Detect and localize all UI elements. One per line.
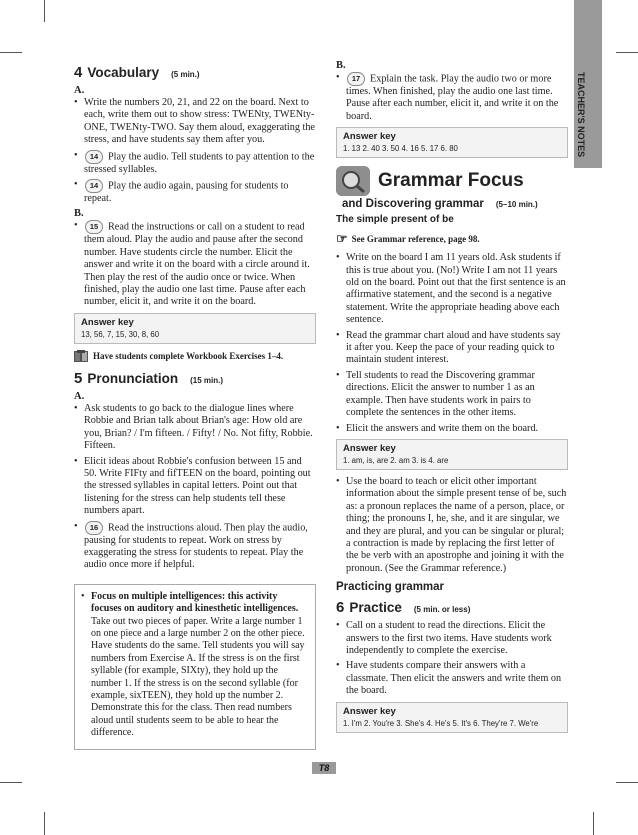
pron-a-bullet-3: • 16 Read the instructions aloud. Then play the audio, pausing for students to repeat. Work on stress by exaggerating the stress for students to repeat. Play the audio once more if helpful. [74, 521, 316, 572]
practice-bullet-1: • Call on a student to read the directions. Elicit the answers to the first two items. Have students work independently to complete the exercise. [336, 620, 568, 657]
audio-track-icon: 16 [85, 521, 103, 535]
crop-mark [593, 812, 594, 835]
vocab-a-bullet-1: • Write the numbers 20, 21, and 22 on the board. Next to each, write them out to show stress: TWENty, TWENty-ONE, TWENty-TWO. Say them aloud, exaggerating the stress, and have students say them after you. [74, 97, 316, 147]
practice-heading: 6 Practice (5 min. or less) [336, 599, 471, 617]
pron-a-bullet-1: • Ask students to go back to the dialogue lines where Robbie and Brian talk about Brian's age: How old are you, Brian? / I'm fifteen. / Fifty! / No. Not fifty, Robbie. Fifteen. [74, 403, 316, 453]
left-column [74, 58, 316, 750]
audio-track-icon: 15 [85, 220, 103, 234]
grammar-reference-note: ☞ See Grammar reference, page 98. [336, 231, 480, 247]
page-number: T8 [312, 762, 336, 774]
vocab-a-bullet-3: • 14 Play the audio again, pausing for students to repeat. [74, 179, 316, 205]
multiple-intelligences-box [74, 584, 316, 750]
discovering-grammar-subtitle: and Discovering grammar (5–10 min.) [342, 198, 538, 211]
pron-a-bullet-2: • Elicit ideas about Robbie's confusion between 15 and 50. Write FIFty and fifTEEN on the board, pointing out the stressed syllables in capital letters. Point out that listening for the stress can help students tell these numbers apart. [74, 456, 316, 518]
grammar-bullet-5: • Use the board to teach or elicit other important information about the simple present tense of be, such as: a pronoun replaces the name of a person, place, or thing; the pronouns I, he, she, and it are singular, we and they are plural, and you can be singular or plural; a contraction is made by replacing the first letter of the be verb with an apostrophe and joining it with the pronoun. (See the Grammar reference.) [336, 476, 568, 575]
crop-mark [616, 52, 638, 53]
vocab-b-bullet-1: • 15 Read the instructions or call on a student to read them aloud. Play the audio and pause after the second number. Have students circle the number. Elicit the answer and write it on the board with a circle around it. Then play the rest of the audio once or twice. When finished, play the audio one last time. Pause after each number, elicit it, and write it on the board. [74, 220, 316, 308]
vocab-a-bullet-2: • 14 Play the audio. Tell students to pay attention to the stressed syllables. [74, 150, 316, 176]
grammar-bullet-4: • Elicit the answers and write them on the board. [336, 423, 568, 435]
crop-mark [0, 782, 22, 783]
pron-part-b-label: B. [336, 60, 346, 71]
sidebar-label: TEACHER'S NOTES [576, 72, 586, 158]
right-column [336, 58, 568, 739]
pronunciation-heading: 5 Pronunciation (15 min.) [74, 369, 223, 387]
pron-part-a-label: A. [74, 390, 85, 402]
practicing-grammar-heading: Practicing grammar [336, 581, 445, 594]
crop-mark [44, 812, 45, 835]
grammar-focus-heading [336, 166, 568, 196]
page [64, 48, 584, 768]
crop-mark [44, 0, 45, 22]
grammar-bullet-1: • Write on the board I am 11 years old. Ask students if this is true about you. (No!) Write I am not 11 years old on the board. Point out that the first sentence is an affirmative statement, and the second is a negative statement. Write the appropriate heading above each sentence. [336, 252, 568, 326]
crop-mark [616, 782, 638, 783]
crop-mark [0, 52, 22, 53]
workbook-note: Have students complete Workbook Exercises 1–4. [74, 350, 316, 362]
focus-bullet: • Focus on multiple intelligences: this activity focuses on auditory and kinesthetic intelligences. Take out two pieces of paper. Write a large number 1 on one piece and a large number 2 on the other piece. Have students do the same. Tell students you will say numbers from Exercise A. If the stress is on the first syllable (for example, SIXty), they hold up the number 1. If the stress is on the second syllable (for example, sixTEEN), they hold up the number 2. Demonstrate this for the class. Then read numbers aloud until students seem to be able to hear the difference. [81, 591, 309, 740]
answer-key-box: Answer key 13, 56, 7, 15, 30, 8, 60 [74, 313, 316, 344]
pron-b-bullet-1: • 17 Explain the task. Play the audio two or more times. When finished, play the audio one last time. Pause after each number, elicit it, and write it on the board. [336, 72, 568, 123]
vocab-part-a-label: A. [74, 85, 85, 96]
answer-key-box: Answer key 1. 13 2. 40 3. 50 4. 16 5. 17 6. 80 [336, 127, 568, 158]
audio-track-icon: 14 [85, 150, 103, 164]
answer-key-box: Answer key 1. I'm 2. You're 3. She's 4. He's 5. It's 6. They're 7. We're [336, 702, 568, 733]
vocabulary-heading: 4 Vocabulary (5 min.) [74, 64, 200, 81]
magnifier-icon [336, 166, 370, 196]
pointing-hand-icon: ☞ [336, 231, 348, 247]
grammar-focus-title: Grammar Focus [378, 170, 524, 192]
audio-track-icon: 17 [347, 72, 365, 86]
audio-track-icon: 14 [85, 179, 103, 193]
practice-bullet-2: • Have students compare their answers with a classmate. Then elicit the answers and write them on the board. [336, 660, 568, 697]
grammar-bullet-2: • Read the grammar chart aloud and have students say it after you. Keep the pace of your reading quick to maintain student interest. [336, 330, 568, 367]
answer-key-box: Answer key 1. am, is, are 2. am 3. is 4. are [336, 439, 568, 470]
workbook-icon [74, 350, 89, 362]
simple-present-heading: The simple present of be [336, 214, 454, 226]
vocab-part-b-label: B. [74, 208, 84, 220]
grammar-bullet-3: • Tell students to read the Discovering grammar directions. Elicit the answer to number 1 as an example. Then have students work in pairs to complete the sentences in the other items. [336, 370, 568, 420]
